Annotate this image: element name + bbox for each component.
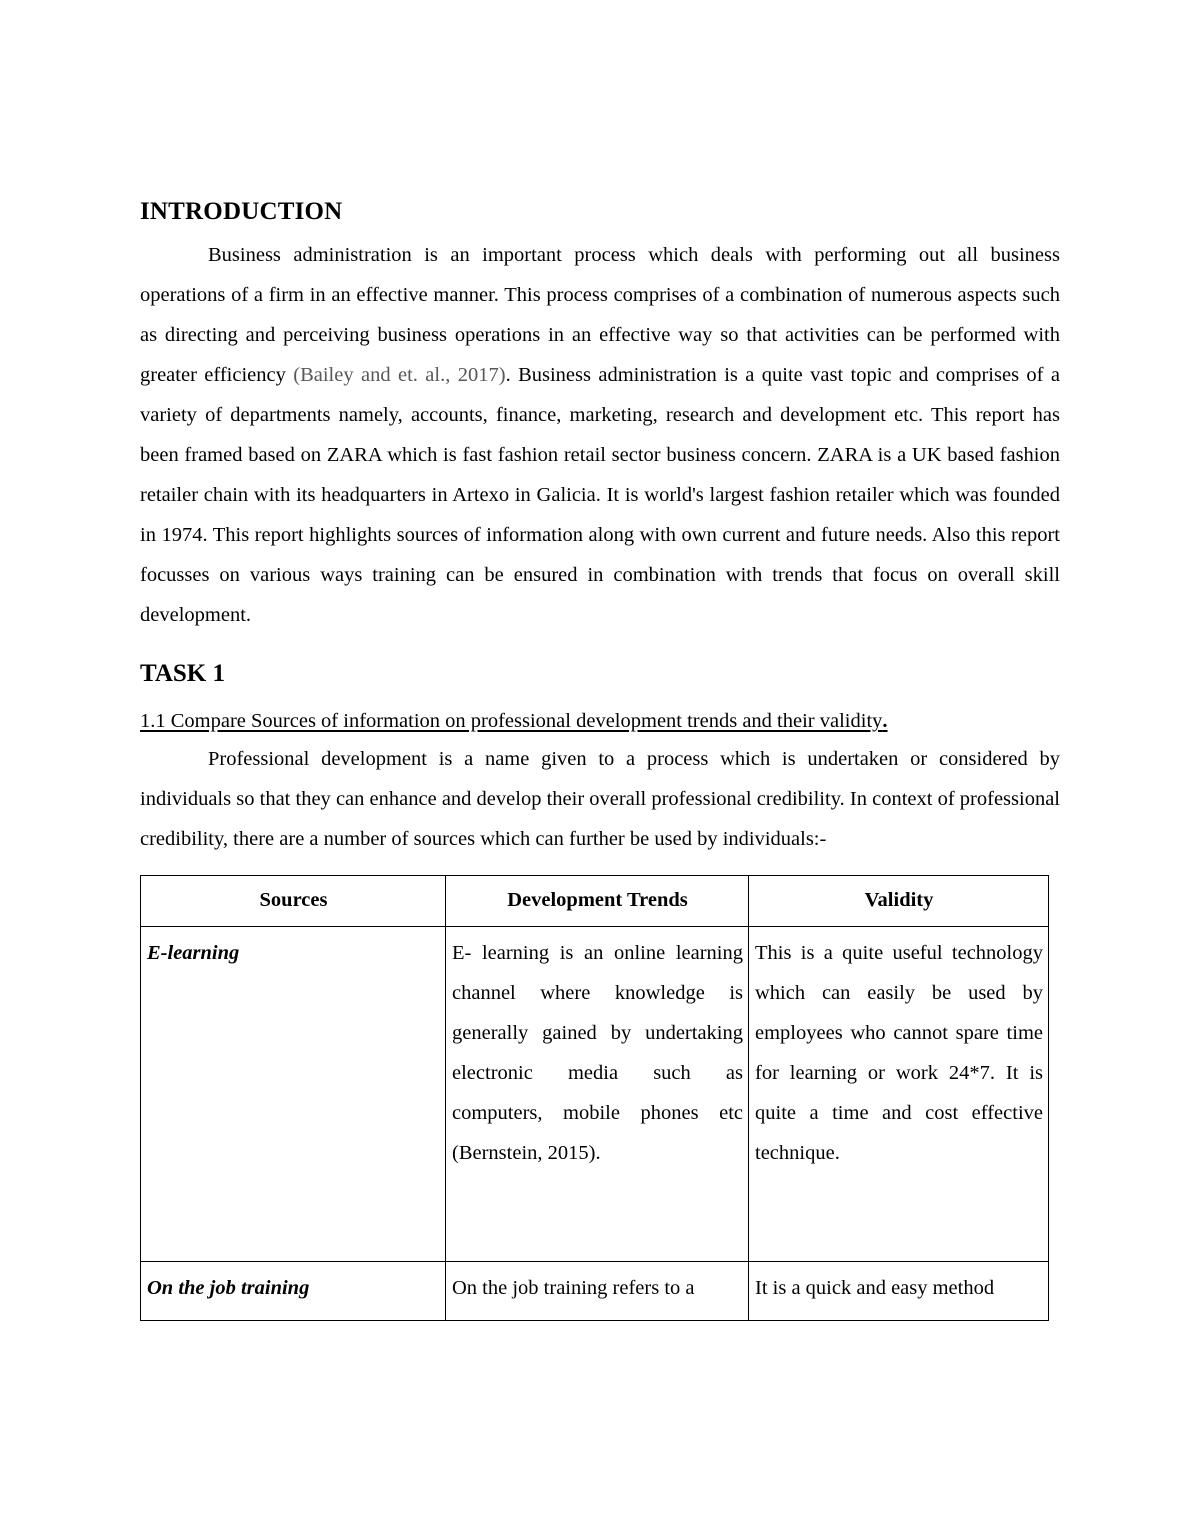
- cell-development-trends: On the job training refers to a: [446, 1262, 749, 1321]
- introduction-text-part2: . Business administration is a quite vast topic and comprises of a variety of departments namely, accounts, finance, marketing, research and development etc. This report has been framed based on ZARA which is fast fashion retail sector business concern. ZARA is a UK based fashion retailer chain with its headquarters in Artexo in Galicia. It is world's largest fashion retailer which was founded in 1974. This report highlights sources of information along with own current and future needs. Also this report focusses on various ways training can be ensured in combination with trends that focus on overall skill development.: [140, 364, 1061, 626]
- introduction-text-part1: Business administration is an important process which deals with performing out all business operations of a firm in an effective manner. This process comprises of a combination of numerous aspects such as directing and perceiving business operations in an effective way so that activities can be performed with greater efficiency: [140, 244, 1060, 386]
- table-row: [141, 927, 1049, 1262]
- page-title-introduction: INTRODUCTION: [140, 198, 343, 225]
- subsection-heading-1-1: [140, 705, 1060, 737]
- introduction-citation: (Bailey and et. al., 2017): [293, 364, 506, 386]
- column-header-validity: Validity: [749, 876, 1049, 927]
- cell-validity: This is a quite useful technology which can easily be used by employees who cannot spare time for learning or work 24*7. It is quite a time and cost effective technique.: [749, 927, 1049, 1262]
- cell-validity: It is a quick and easy method: [749, 1262, 1049, 1321]
- column-header-sources: Sources: [141, 876, 446, 927]
- task1-intro-paragraph: Professional development is a name given to a process which is undertaken or considered by individuals so that they can enhance and develop their overall professional credibility. In context of professional credibility, there are a number of sources which can further be used by individuals:-: [140, 748, 1060, 850]
- section-heading-task-1: TASK 1: [140, 660, 225, 687]
- cell-source-name: On the job training: [141, 1262, 446, 1321]
- sources-table: [140, 875, 1049, 1321]
- subsection-heading-1-1-period: .: [882, 710, 888, 732]
- cell-development-trends: E- learning is an online learning channel where knowledge is generally gained by undertaking electronic media such as computers, mobile phones etc (Bernstein, 2015).: [446, 927, 749, 1262]
- table-header-row: [141, 876, 1049, 927]
- table-row: [141, 1262, 1049, 1321]
- introduction-paragraph: [140, 235, 1060, 635]
- cell-source-name: E-learning: [141, 927, 446, 1262]
- subsection-heading-1-1-text: 1.1 Compare Sources of information on professional development trends and their validity: [140, 710, 883, 732]
- column-header-development-trends: Development Trends: [446, 876, 749, 927]
